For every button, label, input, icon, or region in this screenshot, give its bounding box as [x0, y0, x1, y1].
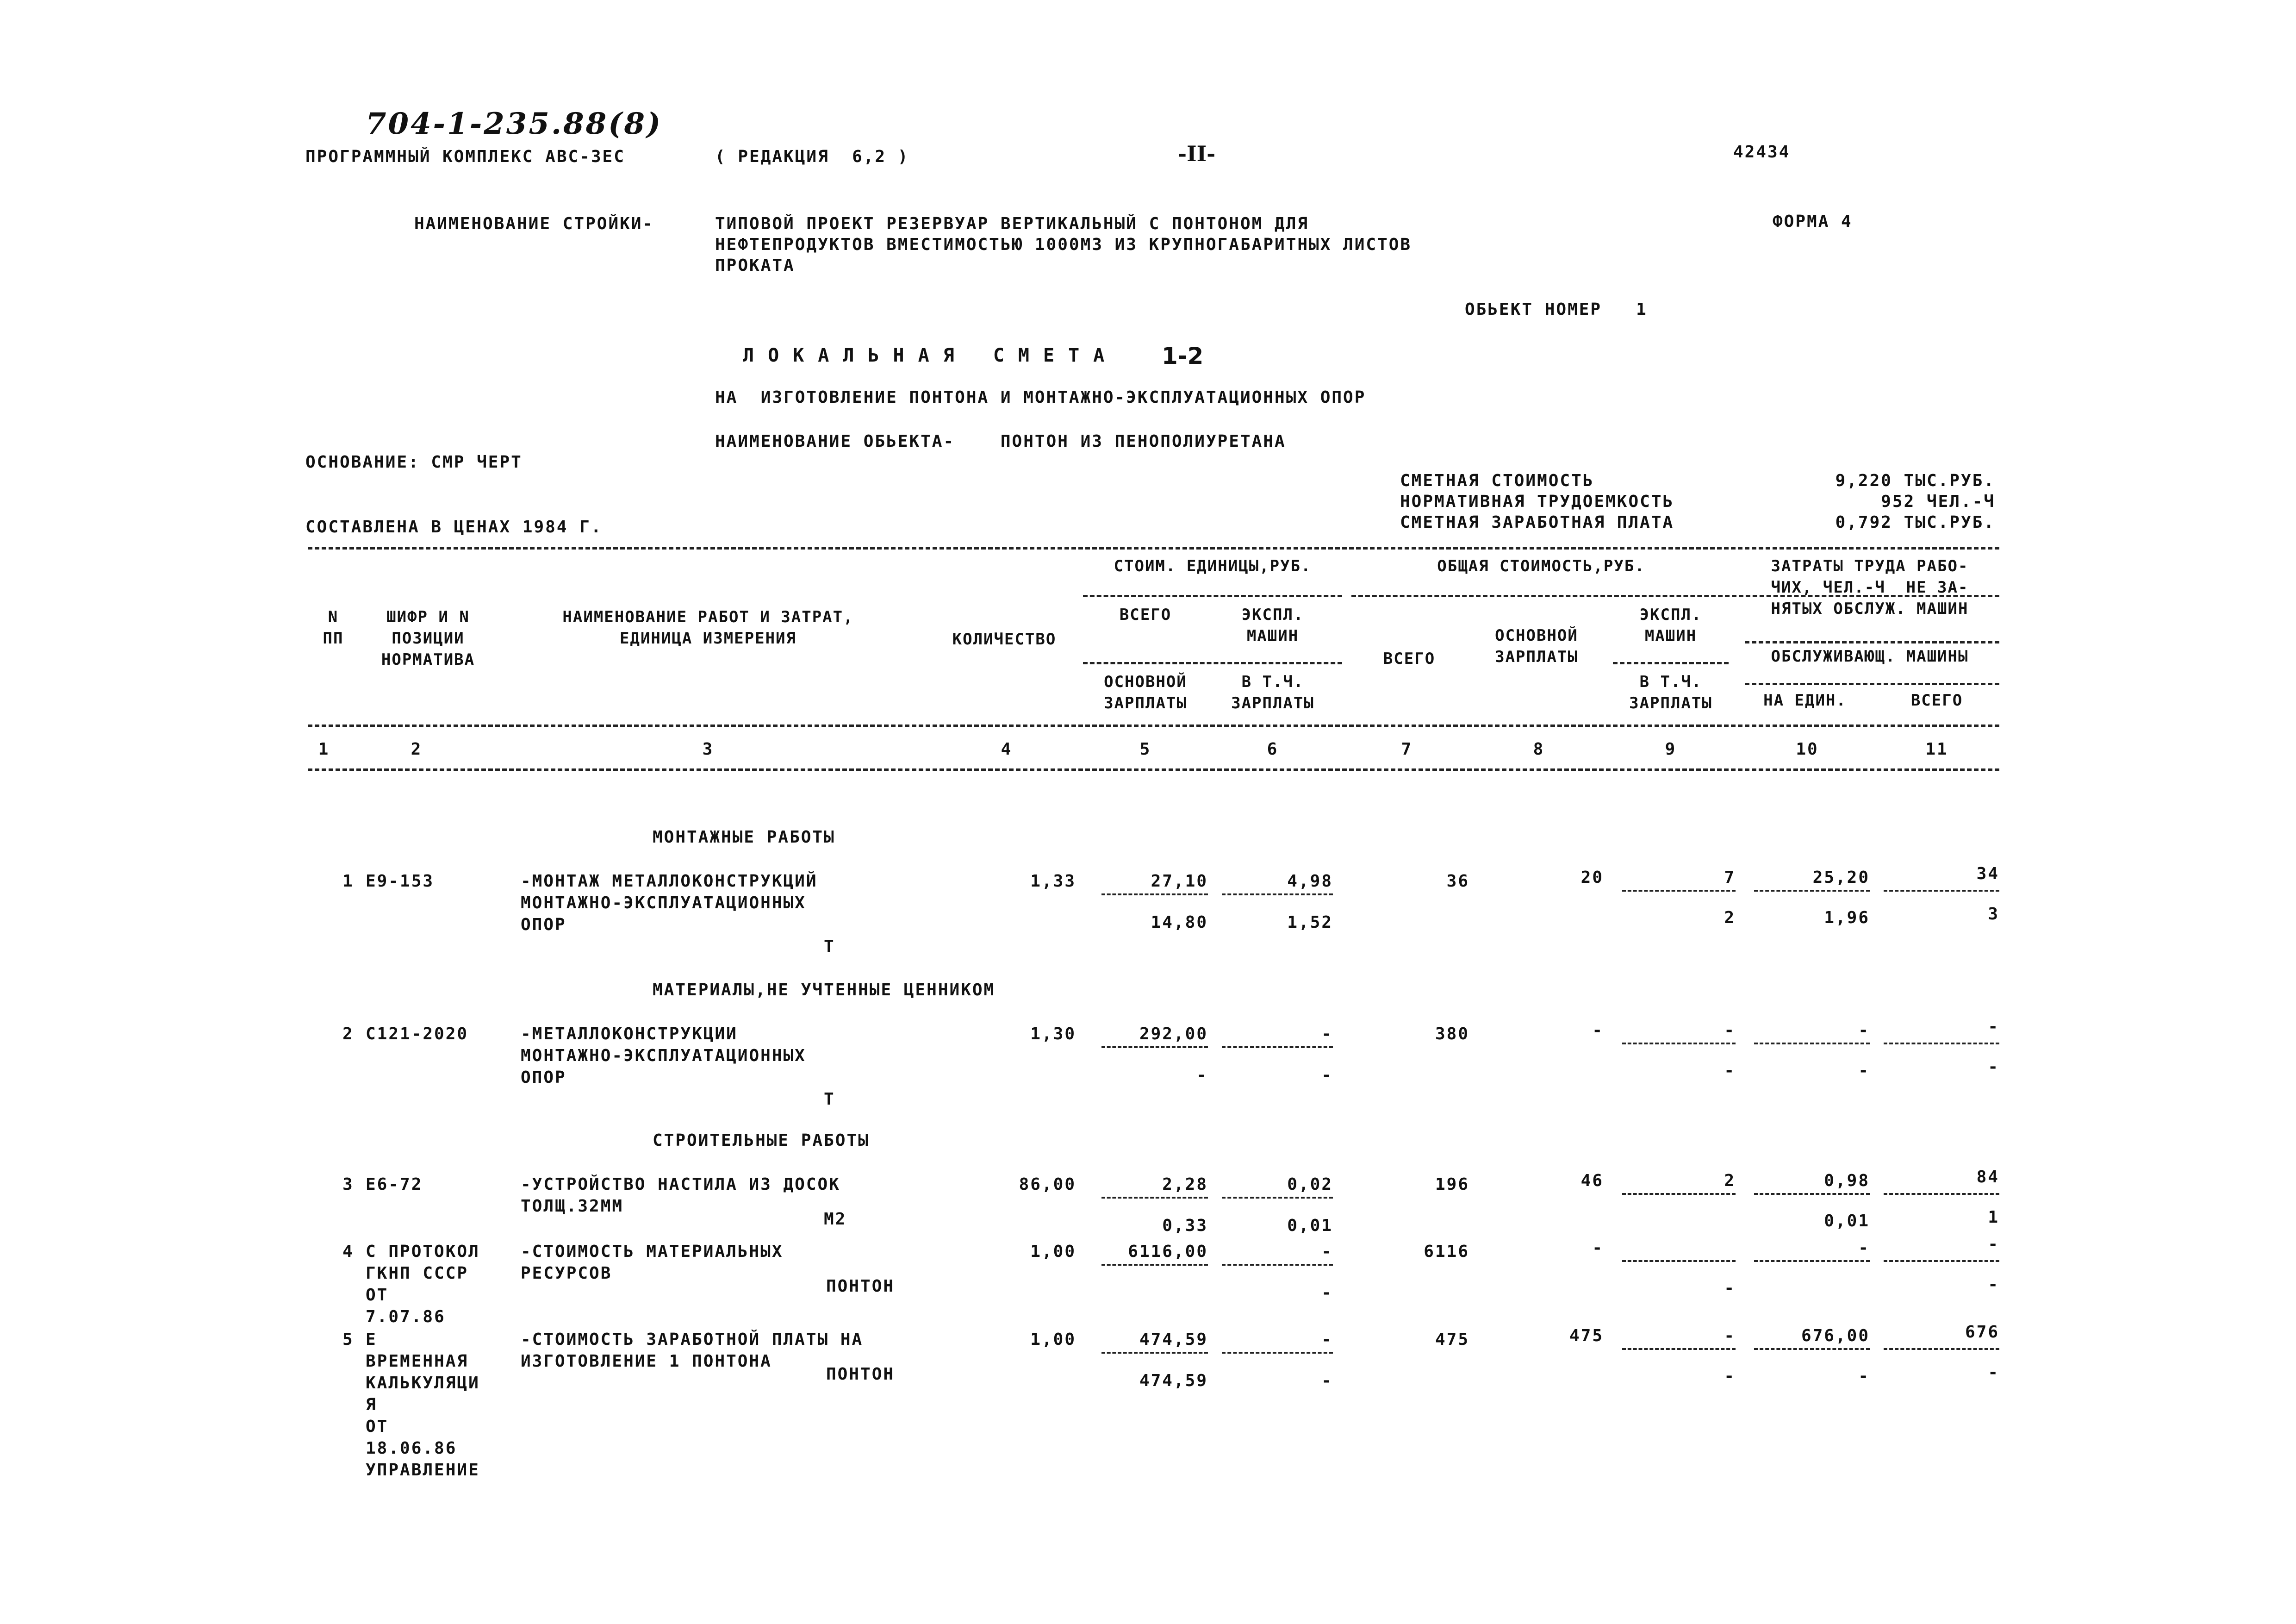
row-unit-machine-wages: 0,01: [1287, 1216, 1333, 1235]
table-top-rule: [308, 547, 1999, 550]
row-labor-total: 84: [1976, 1168, 1999, 1187]
header-col-5-bottom: ОСНОВНОЙ ЗАРПЛАТЫ: [1104, 673, 1187, 712]
project-label: НАИМЕНОВАНИЕ СТРОЙКИ-: [414, 214, 654, 233]
row-total-wages: -: [1592, 1238, 1604, 1257]
header-rule-labor-1: [1745, 641, 1999, 643]
cell-separator-rule: [1101, 1046, 1208, 1048]
cell-separator-rule: [1222, 1264, 1333, 1266]
row-total-machines: 2: [1724, 1171, 1736, 1190]
cell-separator-rule: [1754, 1043, 1870, 1044]
summary-value-cost: 9,220 ТЫС.РУБ.: [1835, 471, 1995, 490]
row-number: 5: [342, 1330, 354, 1349]
header-col-5-top: ВСЕГО: [1119, 606, 1172, 624]
row-labor-unit: -: [1858, 1021, 1870, 1040]
form-label: ФОРМА 4: [1773, 212, 1853, 231]
estimate-subject: НА ИЗГОТОВЛЕНИЕ ПОНТОНА И МОНТАЖНО-ЭКСПЛУАТАЦИОННЫХ ОПОР: [715, 388, 1366, 407]
header-col-9-top: ЭКСПЛ. МАШИН: [1639, 606, 1702, 645]
summary-label-labor: НОРМАТИВНАЯ ТРУДОЕМКОСТЬ: [1400, 492, 1674, 511]
column-number: 7: [1401, 740, 1413, 759]
column-number: 3: [702, 740, 714, 759]
row-unit-machine-wages: 1,52: [1287, 913, 1333, 932]
row-labor-total-machines: -: [1988, 1057, 1999, 1076]
row-unit-total: 2,28: [1162, 1175, 1208, 1194]
header-col-9-bottom: В Т.Ч. ЗАРПЛАТЫ: [1629, 673, 1712, 712]
project-line-2: НЕФТЕПРОДУКТОВ ВМЕСТИМОСТЬЮ 1000М3 ИЗ КРУПНОГАБАРИТНЫХ ЛИСТОВ: [715, 235, 1412, 254]
column-number: 4: [1001, 740, 1013, 759]
row-unit-total: 27,10: [1151, 872, 1208, 891]
basis-label: ОСНОВАНИЕ: СМР ЧЕРТ: [305, 453, 523, 472]
row-unit-machine-wages: -: [1321, 1371, 1333, 1390]
row-total-wages: 46: [1580, 1171, 1604, 1190]
cell-separator-rule: [1622, 1260, 1736, 1262]
row-unit-machines: 0,02: [1287, 1175, 1333, 1194]
header-col-6-bottom: В Т.Ч. ЗАРПЛАТЫ: [1231, 673, 1314, 712]
row-code: Е: [366, 1330, 377, 1349]
row-labor-total: -: [1988, 1235, 1999, 1254]
row-unit-base-wages: 474,59: [1139, 1371, 1208, 1390]
row-code: С ПРОТОКОЛ: [366, 1242, 480, 1261]
row-code: ОТ: [366, 1286, 389, 1305]
row-labor-unit-machines: 0,01: [1824, 1212, 1870, 1230]
column-number: 5: [1139, 740, 1151, 759]
project-line-1: ТИПОВОЙ ПРОЕКТ РЕЗЕРВУАР ВЕРТИКАЛЬНЫЙ С ПОНТОНОМ ДЛЯ: [715, 214, 1309, 233]
cell-separator-rule: [1884, 1260, 1999, 1262]
row-number: 1: [342, 872, 354, 891]
row-unit: ПОНТОН: [826, 1277, 895, 1296]
cell-separator-rule: [1101, 1352, 1208, 1354]
row-total-machines: 7: [1724, 868, 1736, 887]
project-line-3: ПРОКАТА: [715, 256, 795, 275]
row-name: -УСТРОЙСТВО НАСТИЛА ИЗ ДОСОК: [521, 1175, 840, 1194]
row-labor-unit: 0,98: [1824, 1171, 1870, 1190]
header-rule-unit-cost-mid: [1083, 662, 1342, 664]
document-code: 42434: [1733, 143, 1791, 162]
row-total-machine-wages: -: [1724, 1367, 1736, 1386]
row-name: -СТОИМОСТЬ МАТЕРИАЛЬНЫХ: [521, 1242, 784, 1261]
header-unit-cost: СТОИМ. ЕДИНИЦЫ,РУБ.: [1114, 557, 1312, 575]
object-number: ОБЬЕКТ НОМЕР 1: [1465, 300, 1648, 319]
row-unit: Т: [824, 1090, 835, 1109]
cell-separator-rule: [1622, 1043, 1736, 1044]
row-unit-base-wages: -: [1196, 1066, 1208, 1085]
row-name: -СТОИМОСТЬ ЗАРАБОТНОЙ ПЛАТЫ НА: [521, 1330, 864, 1349]
cell-separator-rule: [1754, 1348, 1870, 1350]
row-total-machine-wages: 2: [1724, 908, 1736, 927]
estimate-number: 1-2: [1162, 343, 1204, 369]
row-labor-unit-machines: -: [1858, 1061, 1870, 1080]
row-total: 36: [1446, 872, 1469, 891]
row-code: КАЛЬКУЛЯЦИ: [366, 1374, 480, 1393]
cell-separator-rule: [1101, 1264, 1208, 1266]
header-col-1: N ПП: [323, 608, 344, 648]
row-total-wages: 475: [1569, 1326, 1604, 1345]
header-col-4: КОЛИЧЕСТВО: [952, 630, 1057, 649]
row-code: Е9-153: [366, 872, 435, 891]
column-number: 1: [318, 740, 330, 759]
row-total-machines: -: [1724, 1021, 1736, 1040]
column-number: 2: [411, 740, 423, 759]
column-number: 6: [1267, 740, 1279, 759]
header-labor: ЗАТРАТЫ ТРУДА РАБО- ЧИХ, ЧЕЛ.-Ч НЕ ЗА- НЯТЫХ ОБСЛУЖ. МАШИН: [1771, 557, 1969, 618]
cell-separator-rule: [1884, 1043, 1999, 1044]
row-total: 380: [1435, 1024, 1469, 1043]
cell-separator-rule: [1884, 890, 1999, 892]
column-number: 8: [1533, 740, 1545, 759]
row-unit-base-wages: 0,33: [1162, 1216, 1208, 1235]
section-title-materials: МАТЕРИАЛЫ,НЕ УЧТЕННЫЕ ЦЕННИКОМ: [653, 981, 996, 999]
row-number: 2: [342, 1024, 354, 1043]
row-name: ОПОР: [521, 1068, 566, 1087]
row-labor-total-machines: -: [1988, 1275, 1999, 1294]
header-col-10: НА ЕДИН.: [1763, 691, 1847, 710]
row-name: МОНТАЖНО-ЭКСПЛУАТАЦИОННЫХ: [521, 1046, 806, 1065]
cell-separator-rule: [1622, 1193, 1736, 1195]
row-name: ТОЛЩ.32ММ: [521, 1197, 624, 1216]
cell-separator-rule: [1101, 893, 1208, 895]
row-unit-total: 6116,00: [1128, 1242, 1208, 1261]
cell-separator-rule: [1222, 893, 1333, 895]
row-unit-machine-wages: -: [1321, 1066, 1333, 1085]
row-name: МОНТАЖНО-ЭКСПЛУАТАЦИОННЫХ: [521, 893, 806, 912]
row-code: С121-2020: [366, 1024, 469, 1043]
row-quantity: 1,00: [1030, 1330, 1076, 1349]
row-total: 6116: [1424, 1242, 1469, 1261]
row-labor-unit: 676,00: [1801, 1326, 1870, 1345]
row-code: ВРЕМЕННАЯ: [366, 1352, 469, 1371]
row-name: ОПОР: [521, 915, 566, 934]
row-labor-unit: 25,20: [1812, 868, 1870, 887]
row-total-machines: -: [1724, 1326, 1736, 1345]
row-code: ОТ: [366, 1417, 389, 1436]
section-title-construction: СТРОИТЕЛЬНЫЕ РАБОТЫ: [653, 1131, 870, 1150]
estimate-title: ЛОКАЛЬНАЯ СМЕТА: [743, 345, 1119, 366]
column-number-rule: [308, 768, 1999, 771]
compiled-prices: СОСТАВЛЕНА В ЦЕНАХ 1984 Г.: [305, 518, 603, 537]
row-code: УПРАВЛЕНИЕ: [366, 1461, 480, 1480]
row-quantity: 1,30: [1030, 1024, 1076, 1043]
summary-value-wages: 0,792 ТЫС.РУБ.: [1835, 513, 1995, 532]
row-unit-base-wages: 14,80: [1151, 913, 1208, 932]
row-unit-total: 474,59: [1139, 1330, 1208, 1349]
cell-separator-rule: [1222, 1197, 1333, 1199]
column-number: 11: [1925, 740, 1948, 759]
row-total-wages: -: [1592, 1021, 1604, 1040]
row-quantity: 86,00: [1019, 1175, 1076, 1194]
header-rule-unit-cost: [1083, 595, 1342, 597]
page-number: -II-: [1178, 141, 1216, 166]
cell-separator-rule: [1222, 1046, 1333, 1048]
row-total-machine-wages: -: [1724, 1061, 1736, 1080]
row-total: 475: [1435, 1330, 1469, 1349]
column-number: 10: [1796, 740, 1819, 759]
row-total-machine-wages: -: [1724, 1279, 1736, 1298]
row-total: 196: [1435, 1175, 1469, 1194]
row-labor-total-machines: -: [1988, 1363, 1999, 1382]
row-unit-machine-wages: -: [1321, 1283, 1333, 1302]
edition-label: ( РЕДАКЦИЯ 6,2 ): [715, 147, 909, 166]
summary-label-cost: СМЕТНАЯ СТОИМОСТЬ: [1400, 471, 1594, 490]
row-name: -МЕТАЛЛОКОНСТРУКЦИИ: [521, 1024, 738, 1043]
object-name: НАИМЕНОВАНИЕ ОБЬЕКТА- ПОНТОН ИЗ ПЕНОПОЛИУРЕТАНА: [715, 432, 1286, 451]
header-col-11: ВСЕГО: [1910, 691, 1963, 710]
header-col-7: ВСЕГО: [1383, 650, 1436, 668]
handwritten-document-code: 704-1-235.88(8): [366, 106, 663, 141]
row-labor-total: -: [1988, 1017, 1999, 1036]
cell-separator-rule: [1754, 1260, 1870, 1262]
row-labor-unit: -: [1858, 1238, 1870, 1257]
header-total-cost: ОБЩАЯ СТОИМОСТЬ,РУБ.: [1437, 557, 1645, 575]
cell-separator-rule: [1622, 890, 1736, 892]
cell-separator-rule: [1754, 890, 1870, 892]
summary-label-wages: СМЕТНАЯ ЗАРАБОТНАЯ ПЛАТА: [1400, 513, 1674, 532]
header-col-8: ОСНОВНОЙ ЗАРПЛАТЫ: [1495, 626, 1578, 666]
row-number: 3: [342, 1175, 354, 1194]
row-labor-total: 34: [1976, 864, 1999, 883]
row-unit-machines: -: [1321, 1024, 1333, 1043]
cell-separator-rule: [1754, 1193, 1870, 1195]
row-unit-machines: -: [1321, 1242, 1333, 1261]
row-unit: Т: [824, 937, 835, 956]
row-quantity: 1,00: [1030, 1242, 1076, 1261]
row-code: 7.07.86: [366, 1307, 446, 1326]
row-labor-total-machines: 3: [1988, 905, 1999, 924]
row-total-wages: 20: [1580, 868, 1604, 887]
row-unit: ПОНТОН: [826, 1365, 895, 1384]
header-col-6-top: ЭКСПЛ. МАШИН: [1241, 606, 1304, 645]
row-name: -МОНТАЖ МЕТАЛЛОКОНСТРУКЦИЙ: [521, 872, 818, 891]
header-labor-machines: ОБСЛУЖИВАЮЩ. МАШИНЫ: [1771, 647, 1969, 666]
program-name: ПРОГРАММНЫЙ КОМПЛЕКС АВС-3ЕС: [305, 147, 625, 166]
section-title-installation: МОНТАЖНЫЕ РАБОТЫ: [653, 828, 835, 847]
row-code: Е6-72: [366, 1175, 423, 1194]
cell-separator-rule: [1222, 1352, 1333, 1354]
row-quantity: 1,33: [1030, 872, 1076, 891]
header-rule-total-cost: [1351, 595, 1999, 597]
row-unit-total: 292,00: [1139, 1024, 1208, 1043]
header-rule-labor-2: [1745, 683, 1999, 685]
column-number: 9: [1665, 740, 1677, 759]
row-name: РЕСУРСОВ: [521, 1264, 612, 1283]
row-name: ИЗГОТОВЛЕНИЕ 1 ПОНТОНА: [521, 1352, 772, 1371]
row-unit-machines: -: [1321, 1330, 1333, 1349]
row-code: ГКНП СССР: [366, 1264, 469, 1283]
row-labor-total-machines: 1: [1988, 1208, 1999, 1227]
cell-separator-rule: [1884, 1348, 1999, 1350]
summary-value-labor: 952 ЧЕЛ.-Ч: [1881, 492, 1995, 511]
header-bottom-rule: [308, 725, 1999, 727]
row-unit-machines: 4,98: [1287, 872, 1333, 891]
row-code: Я: [366, 1395, 377, 1414]
row-code: 18.06.86: [366, 1439, 457, 1458]
row-labor-total: 676: [1965, 1323, 1999, 1342]
header-rule-col-9: [1613, 662, 1729, 664]
cell-separator-rule: [1101, 1197, 1208, 1199]
row-unit: М2: [824, 1210, 847, 1229]
cell-separator-rule: [1622, 1348, 1736, 1350]
header-col-3: НАИМЕНОВАНИЕ РАБОТ И ЗАТРАТ, ЕДИНИЦА ИЗМЕРЕНИЯ: [562, 608, 854, 648]
cell-separator-rule: [1884, 1193, 1999, 1195]
row-number: 4: [342, 1242, 354, 1261]
header-col-2: ШИФР И N ПОЗИЦИИ НОРМАТИВА: [381, 608, 475, 669]
row-labor-unit-machines: 1,96: [1824, 908, 1870, 927]
row-labor-unit-machines: -: [1858, 1367, 1870, 1386]
